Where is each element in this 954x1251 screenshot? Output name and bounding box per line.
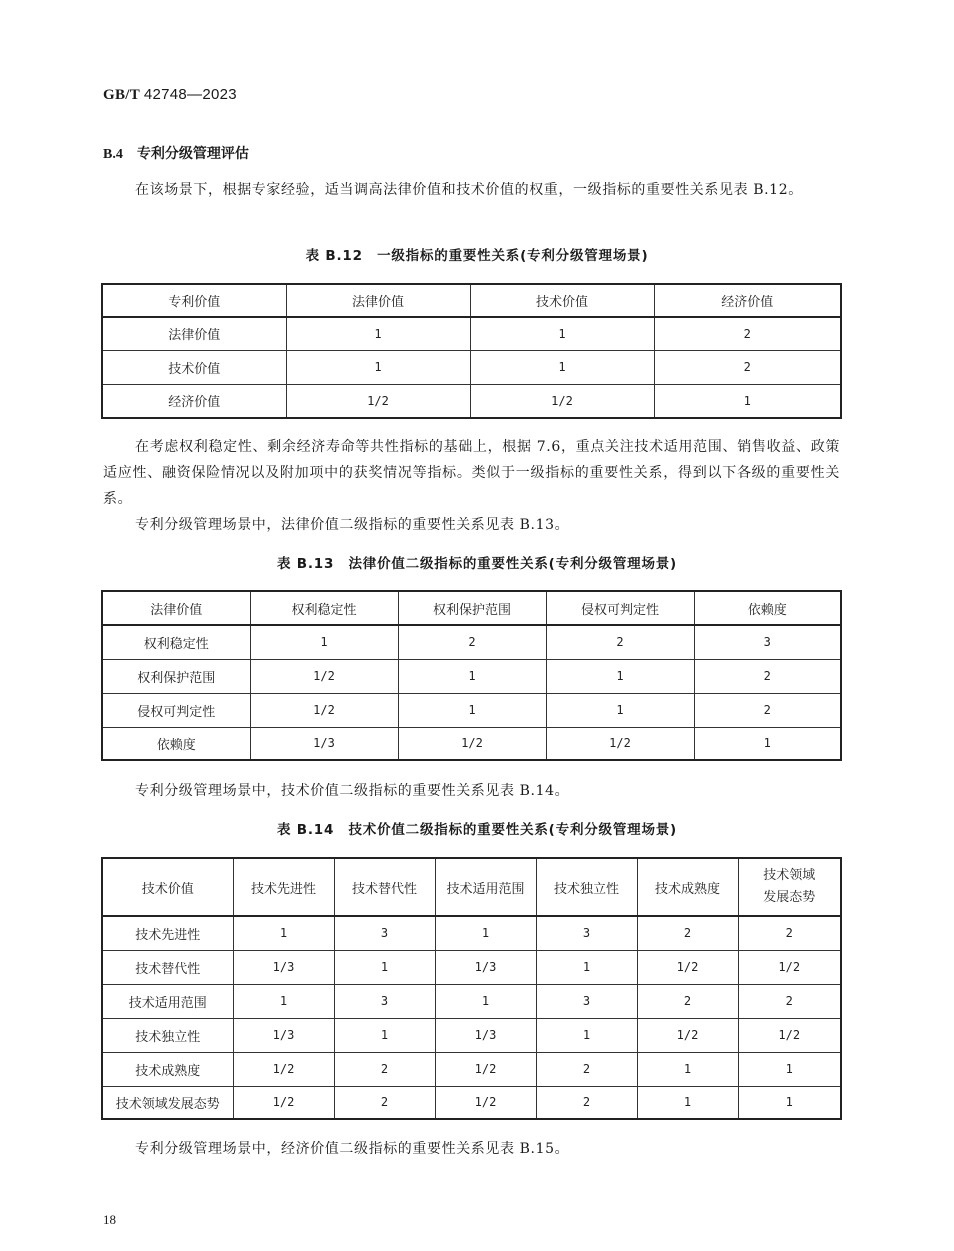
cell-value: 1/3: [233, 950, 334, 984]
cell-value: 3: [536, 984, 637, 1018]
section-title: 专利分级管理评估: [136, 146, 249, 162]
cell-value: 1/3: [435, 1018, 536, 1052]
cell-value: 1/2: [738, 950, 841, 984]
cell-value: 1: [536, 1018, 637, 1052]
cell-value: 3: [334, 984, 435, 1018]
cell-value: 1: [286, 350, 470, 384]
table-row: [102, 693, 841, 727]
table-row: [102, 659, 841, 693]
header-cell: 权利保护范围: [398, 591, 546, 625]
header-cell: 技术独立性: [536, 858, 637, 916]
header-cell: 经济价值: [654, 284, 841, 317]
cell-value: 1: [250, 625, 398, 659]
cell-value: 1/3: [250, 727, 398, 760]
header-cell: 技术先进性: [233, 858, 334, 916]
header-line: 发展态势: [763, 890, 816, 905]
table-b14: [101, 857, 842, 1120]
header-cell: 技术价值: [102, 858, 233, 916]
cell-value: 1/2: [286, 384, 470, 418]
header-cell: 侵权可判定性: [546, 591, 694, 625]
row-label: 权利稳定性: [102, 625, 250, 659]
page-number: 18: [103, 1212, 116, 1227]
cell-value: 1: [470, 317, 654, 350]
table-row: [102, 317, 841, 350]
cell-value: 1/2: [546, 727, 694, 760]
paragraph-b15-ref: 专利分级管理场景中，经济价值二级指标的重要性关系见表 B.15。: [135, 1141, 570, 1157]
table-b12-caption: 表 B.12 一级指标的重要性关系(专利分级管理场景): [305, 248, 649, 264]
cell-value: 2: [334, 1086, 435, 1119]
cell-value: 2: [546, 625, 694, 659]
cell-value: 2: [398, 625, 546, 659]
cell-value: 1/2: [435, 1086, 536, 1119]
header-cell: 技术替代性: [334, 858, 435, 916]
cell-value: 1/2: [398, 727, 546, 760]
table-b14-caption: 表 B.14 技术价值二级指标的重要性关系(专利分级管理场景): [276, 822, 678, 838]
table-b12: [101, 283, 842, 419]
row-label: 侵权可判定性: [102, 693, 250, 727]
header-cell: 技术成熟度: [637, 858, 738, 916]
section-heading: [103, 143, 249, 163]
cell-value: 2: [334, 1052, 435, 1086]
paragraph-b13-ref: 专利分级管理场景中，法律价值二级指标的重要性关系见表 B.13。: [135, 517, 570, 533]
cell-value: 1/2: [233, 1086, 334, 1119]
cell-value: 1/2: [470, 384, 654, 418]
cell-value: 1: [286, 317, 470, 350]
cell-value: 1: [546, 659, 694, 693]
cell-value: 1: [233, 984, 334, 1018]
cell-value: 2: [637, 984, 738, 1018]
cell-value: 2: [536, 1052, 637, 1086]
row-label: 技术先进性: [102, 916, 233, 950]
cell-value: 2: [654, 317, 841, 350]
table-header-row: [102, 284, 841, 317]
cell-value: 1/2: [250, 693, 398, 727]
cell-value: 1: [398, 693, 546, 727]
table-row: [102, 1052, 841, 1086]
cell-value: 1/2: [435, 1052, 536, 1086]
standard-number: 42748—2023: [143, 86, 237, 103]
cell-value: 2: [654, 350, 841, 384]
cell-value: 1/3: [233, 1018, 334, 1052]
row-label: 技术替代性: [102, 950, 233, 984]
paragraph-b14-ref: 专利分级管理场景中，技术价值二级指标的重要性关系见表 B.14。: [135, 783, 570, 799]
cell-value: 1: [536, 950, 637, 984]
cell-value: 1/2: [250, 659, 398, 693]
cell-value: 1: [334, 950, 435, 984]
table-row: [102, 916, 841, 950]
cell-value: 2: [738, 984, 841, 1018]
table-b13-caption: 表 B.13 法律价值二级指标的重要性关系(专利分级管理场景): [276, 556, 678, 572]
standard-prefix: GB/T: [103, 87, 140, 103]
row-label: 权利保护范围: [102, 659, 250, 693]
row-label: 经济价值: [102, 384, 286, 418]
cell-value: 1/3: [435, 950, 536, 984]
table-row: [102, 1018, 841, 1052]
section-number: B.4: [103, 147, 123, 162]
table-row: [102, 727, 841, 760]
table-row: [102, 1086, 841, 1119]
cell-value: 3: [694, 625, 841, 659]
cell-value: 3: [536, 916, 637, 950]
cell-value: 1: [738, 1052, 841, 1086]
cell-value: 1: [637, 1052, 738, 1086]
header-cell: 法律价值: [286, 284, 470, 317]
row-label: 技术领域发展态势: [102, 1086, 233, 1119]
row-label: 技术成熟度: [102, 1052, 233, 1086]
table-header-row: [102, 591, 841, 625]
cell-value: 1/2: [233, 1052, 334, 1086]
table-row: [102, 625, 841, 659]
table-b13: [101, 590, 842, 761]
cell-value: 1: [738, 1086, 841, 1119]
cell-value: 2: [738, 916, 841, 950]
table-row: [102, 984, 841, 1018]
table-row: [102, 384, 841, 418]
header-cell: 专利价值: [102, 284, 286, 317]
header-cell: 法律价值: [102, 591, 250, 625]
cell-value: 1: [435, 984, 536, 1018]
row-label: 法律价值: [102, 317, 286, 350]
paragraph-intro: 在该场景下，根据专家经验，适当调高法律价值和技术价值的权重，一级指标的重要性关系见表 B.12。: [135, 182, 803, 198]
cell-value: 1: [398, 659, 546, 693]
cell-value: 3: [334, 916, 435, 950]
cell-value: 2: [536, 1086, 637, 1119]
cell-value: 1/2: [637, 950, 738, 984]
cell-value: 2: [694, 693, 841, 727]
paragraph-context: 在考虑权利稳定性、剩余经济寿命等共性指标的基础上，根据 7.6，重点关注技术适用范围、销售收益、政策适应性、融资保险情况以及附加项中的获奖情况等指标。类似于一级指标的重要性关系，得到以下各级的重要性关系。: [103, 439, 840, 507]
header-cell: 技术价值: [470, 284, 654, 317]
cell-value: 2: [637, 916, 738, 950]
header-line: 技术领域: [763, 868, 816, 883]
cell-value: 1: [435, 916, 536, 950]
row-label: 技术独立性: [102, 1018, 233, 1052]
table-header-row: [102, 858, 841, 916]
header-cell: 权利稳定性: [250, 591, 398, 625]
cell-value: 1: [546, 693, 694, 727]
cell-value: 1: [654, 384, 841, 418]
row-label: 技术价值: [102, 350, 286, 384]
cell-value: 1/2: [637, 1018, 738, 1052]
header-cell: 依赖度: [694, 591, 841, 625]
cell-value: 2: [694, 659, 841, 693]
cell-value: 1: [637, 1086, 738, 1119]
header-cell: [738, 858, 841, 916]
table-row: [102, 350, 841, 384]
row-label: 依赖度: [102, 727, 250, 760]
cell-value: 1/2: [738, 1018, 841, 1052]
row-label: 技术适用范围: [102, 984, 233, 1018]
cell-value: 1: [233, 916, 334, 950]
cell-value: 1: [334, 1018, 435, 1052]
cell-value: 1: [470, 350, 654, 384]
table-row: [102, 950, 841, 984]
cell-value: 1: [694, 727, 841, 760]
standard-code: [103, 86, 237, 104]
header-cell: 技术适用范围: [435, 858, 536, 916]
